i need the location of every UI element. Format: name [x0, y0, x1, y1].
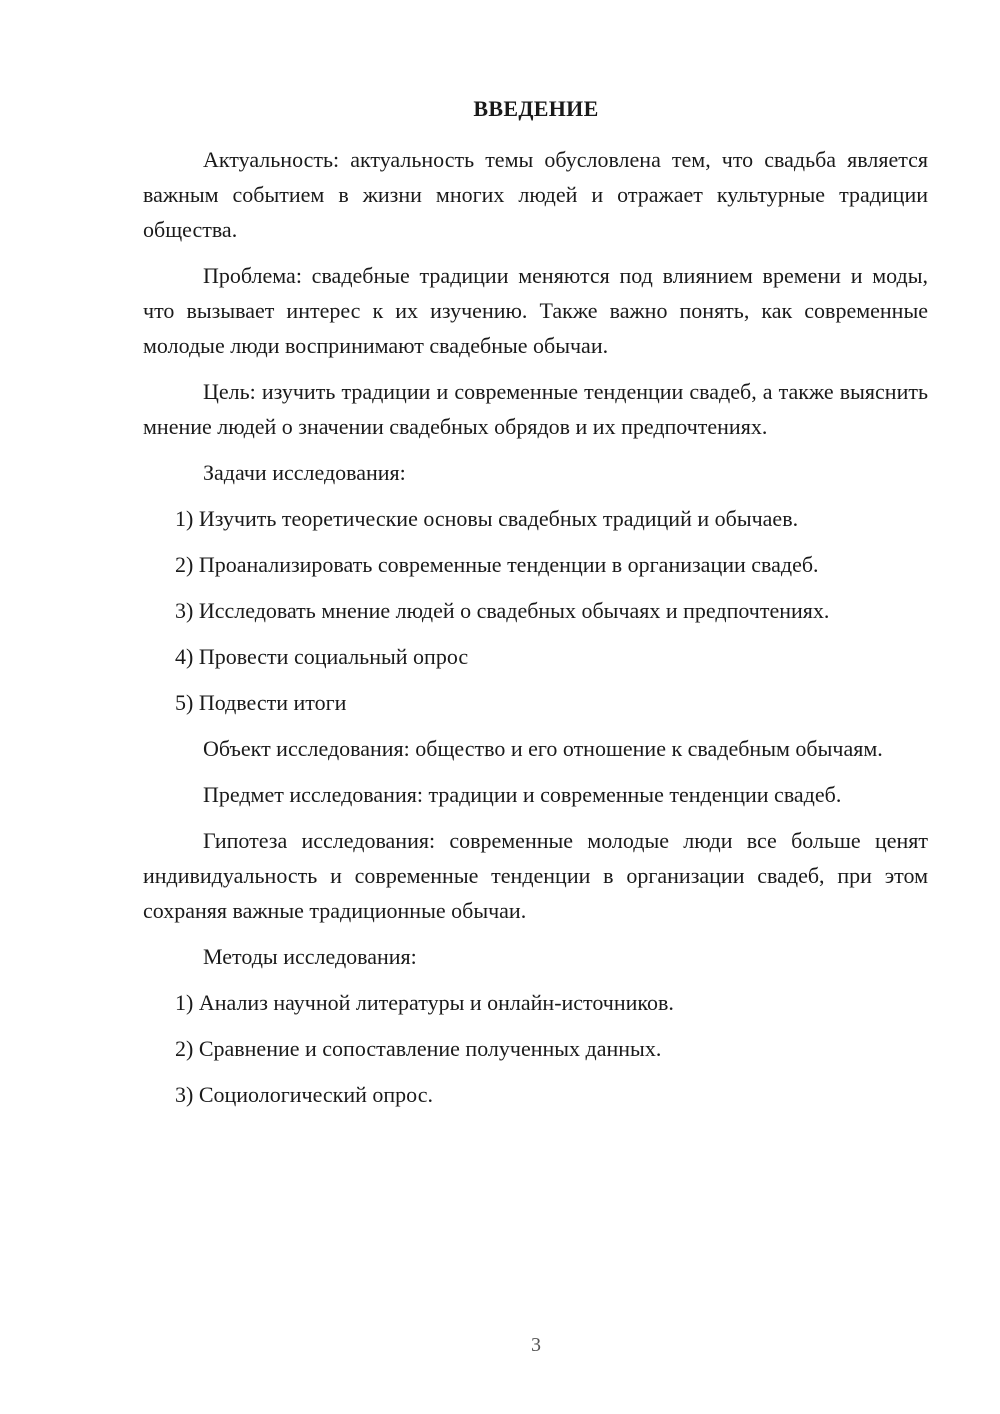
tasks-heading: Задачи исследования: — [203, 460, 406, 485]
page-title: ВВЕДЕНИЕ — [473, 96, 599, 121]
task-item-4: 4) Провести социальный опрос — [175, 644, 469, 669]
paragraph-goal: Цель: изучить традиции и современные тенденции свадеб, а также выяснить мнение людей о значении свадебных обрядов и их предпочтениях. — [143, 379, 928, 439]
paragraph-relevance: Актуальность: актуальность темы обусловлена тем, что свадьба является важным событием в жизни многих людей и отражает культурные традиции общества. — [143, 147, 928, 242]
paragraph-subject: Предмет исследования: традиции и современные тенденции свадеб. — [203, 782, 842, 807]
task-item-3: 3) Исследовать мнение людей о свадебных обычаях и предпочтениях. — [175, 598, 830, 623]
method-item-1: 1) Анализ научной литературы и онлайн-источников. — [175, 990, 674, 1015]
task-item-5: 5) Подвести итоги — [175, 690, 347, 715]
paragraph-problem: Проблема: свадебные традиции меняются под влиянием времени и моды, что вызывает интерес к их изучению. Также важно понять, как современные молодые люди воспринимают свадебные обычаи. — [143, 263, 928, 358]
method-item-2: 2) Сравнение и сопоставление полученных данных. — [175, 1036, 662, 1061]
paragraph-object: Объект исследования: общество и его отношение к свадебным обычаям. — [203, 736, 883, 761]
method-item-3: 3) Социологический опрос. — [175, 1082, 433, 1107]
methods-heading: Методы исследования: — [203, 944, 417, 969]
document-body — [143, 142, 928, 1123]
task-item-1: 1) Изучить теоретические основы свадебных традиций и обычаев. — [175, 506, 799, 531]
task-item-2: 2) Проанализировать современные тенденции в организации свадеб. — [175, 552, 819, 577]
paragraph-hypothesis: Гипотеза исследования: современные молодые люди все больше ценят индивидуальность и современные тенденции в организации свадеб, при этом сохраняя важные традиционные обычаи. — [143, 828, 928, 923]
page-number: 3 — [531, 1334, 541, 1356]
